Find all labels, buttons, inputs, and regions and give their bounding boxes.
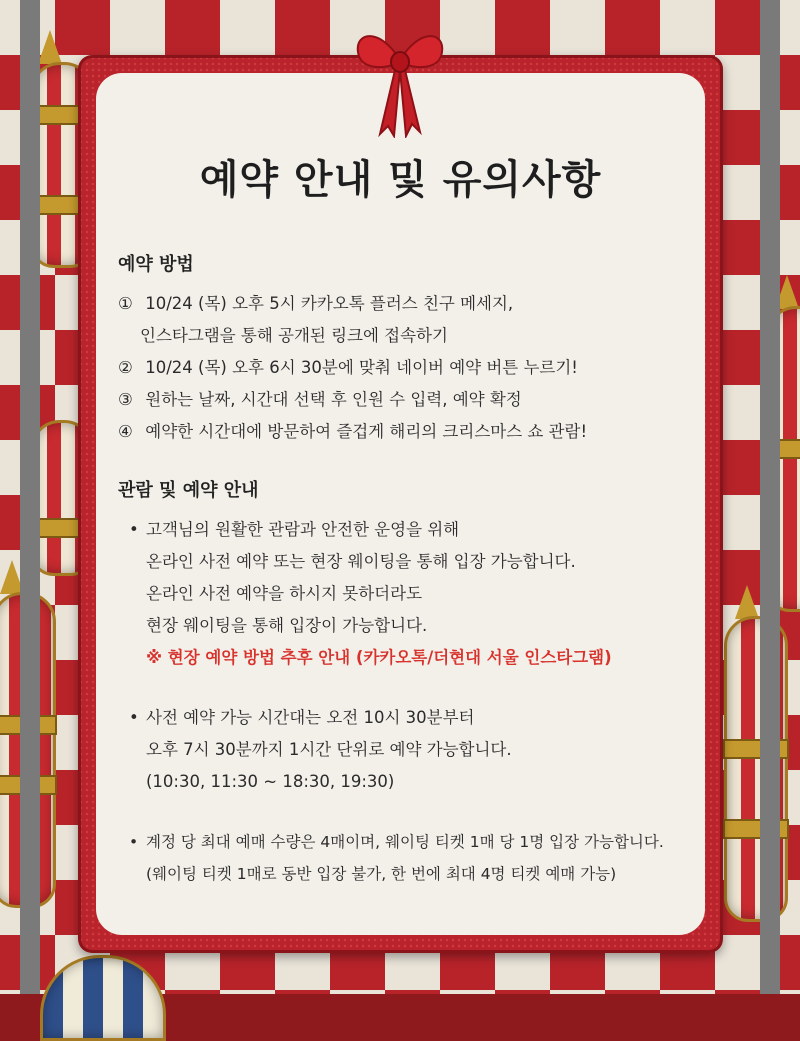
section-heading-viewing-info: 관람 및 예약 안내 [118, 480, 259, 501]
step-item [118, 288, 698, 320]
ribbon-bow-icon [350, 22, 450, 138]
step-number: ② [118, 358, 133, 377]
bullet-line: 현장 웨이팅을 통해 입장이 가능합니다. [146, 616, 428, 635]
bullet-line: (10:30, 11:30 ~ 18:30, 19:30) [146, 772, 395, 791]
step-text: 예약한 시간대에 방문하여 즐겁게 해리의 크리스마스 쇼 관람! [145, 422, 588, 441]
info-bullet [118, 826, 698, 890]
balloon-spire [38, 30, 62, 64]
info-bullet [118, 514, 698, 674]
step-text: 원하는 날짜, 시간대 선택 후 인원 수 입력, 예약 확정 [145, 390, 522, 409]
step-number: ① [118, 294, 133, 313]
content-area [118, 250, 698, 890]
balloon-spire [735, 585, 759, 619]
right-edge-strip [760, 0, 780, 994]
step-item [118, 352, 698, 384]
bullet-line: 오후 7시 30분까지 1시간 단위로 예약 가능합니다. [146, 740, 512, 759]
bullet-line: 사전 예약 가능 시간대는 오전 10시 30분부터 [146, 708, 475, 727]
step-item [118, 384, 698, 416]
step-text: 인스타그램을 통해 공개된 링크에 접속하기 [140, 326, 448, 345]
step-number: ④ [118, 422, 133, 441]
bullet-dot: • [129, 833, 139, 851]
section-heading-reservation-method: 예약 방법 [118, 254, 194, 275]
bullet-line: 온라인 사전 예약 또는 현장 웨이팅을 통해 입장 가능합니다. [146, 552, 576, 571]
notice-text: ※ 현장 예약 방법 추후 안내 (카카오톡/더현대 서울 인스타그램) [146, 648, 612, 667]
info-bullet [118, 702, 698, 798]
page-title: 예약 안내 및 유의사항 [199, 157, 602, 203]
bullet-line: (웨이팅 티켓 1매로 동반 입장 불가, 한 번에 최대 4명 티켓 예매 가능) [146, 865, 617, 883]
bullet-dot: • [129, 708, 139, 727]
step-number: ③ [118, 390, 133, 409]
step-item [118, 416, 698, 448]
step-text: 10/24 (목) 오후 5시 카카오톡 플러스 친구 메세지, [145, 294, 514, 313]
step-text: 10/24 (목) 오후 6시 30분에 맞춰 네이버 예약 버튼 누르기! [145, 358, 578, 377]
left-edge-strip [20, 0, 40, 994]
bullet-line: 온라인 사전 예약을 하시지 못하더라도 [146, 584, 423, 603]
bullet-line: 고객님의 원활한 관람과 안전한 운영을 위해 [146, 520, 460, 539]
bullet-line: 계정 당 최대 예매 수량은 4매이며, 웨이팅 티켓 1매 당 1명 입장 가능합니다. [146, 833, 664, 851]
bullet-dot: • [129, 520, 139, 539]
step-item-continued [118, 320, 698, 352]
